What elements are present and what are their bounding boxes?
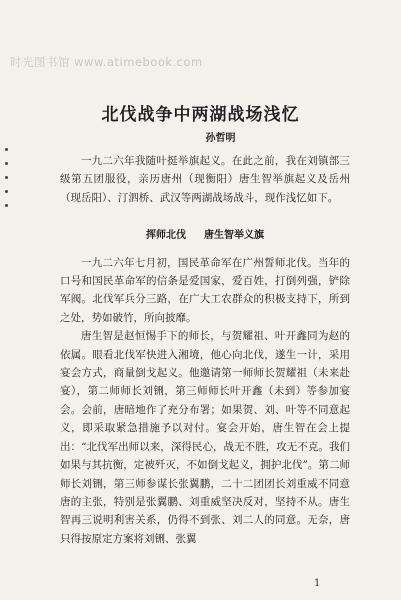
paragraph-1: 一九二六年七月初，国民革命军在广州誓师北伐。当年的口号和国民革命军的信条是爱国家，爱百姓，打倒列强，铲除军阀。北伐军兵分三路，在广大工农群众的积极支持下，所到之处，势如破竹，所向披靡。 [60, 256, 350, 324]
watermark: 时光图书馆 www.atimebook.com [10, 55, 203, 69]
article-body [60, 152, 350, 548]
intro-paragraph: 一九二六年我随叶挺举旗起义。在此之前，我在刘镇部三级第五团服役，亲历唐州（现衡阳）唐生智举旗起义及岳州（现岳阳）、汀泗桥、武汉等两湖战场战斗，现作浅忆如下。 [60, 155, 350, 204]
page-mark: 1 [314, 578, 321, 589]
section-heading-part1: 挥师北伐 [146, 230, 186, 242]
article-author: 孙哲明 [205, 133, 236, 144]
section-heading [60, 227, 350, 245]
binding-holes [5, 148, 11, 218]
section-heading-part2: 唐生智举义旗 [204, 230, 264, 242]
article-title: 北伐战争中两湖战场浅忆 [101, 105, 300, 125]
paragraph-2: 唐生智是赵恒惕手下的师长，与贺耀祖、叶开鑫同为赵的依属。眼看北伐军快进入湘境，他心向北伐，遂生一计，采用宴会方式，商量倒戈起义。他邀请第一师师长贺耀祖（未来赴宴），第二师师长刘铏，第三师师长叶开鑫（未到）等参加宴会。会前，唐暗地作了充分布署；如果贺、刘、叶等不同意起义，即采取紧急措施予以对付。宴会开始，唐生智在会上提出：“北伐军出师以来，深得民心，战无不胜，攻无不克。我们如果与其抗衡，定被歼灭，不如倒戈起义，拥护北伐”。第二师师长刘铏，第三师参谋长张翼鹏，二十二团团长刘重威不同意唐的主张，特别是张翼鹏、刘重威坚决反对，坚持不从。唐生智再三说明利害关系，仍得不到张、刘二人的同意。无奈，唐只得按原定方案将刘铏、张翼 [60, 330, 350, 545]
